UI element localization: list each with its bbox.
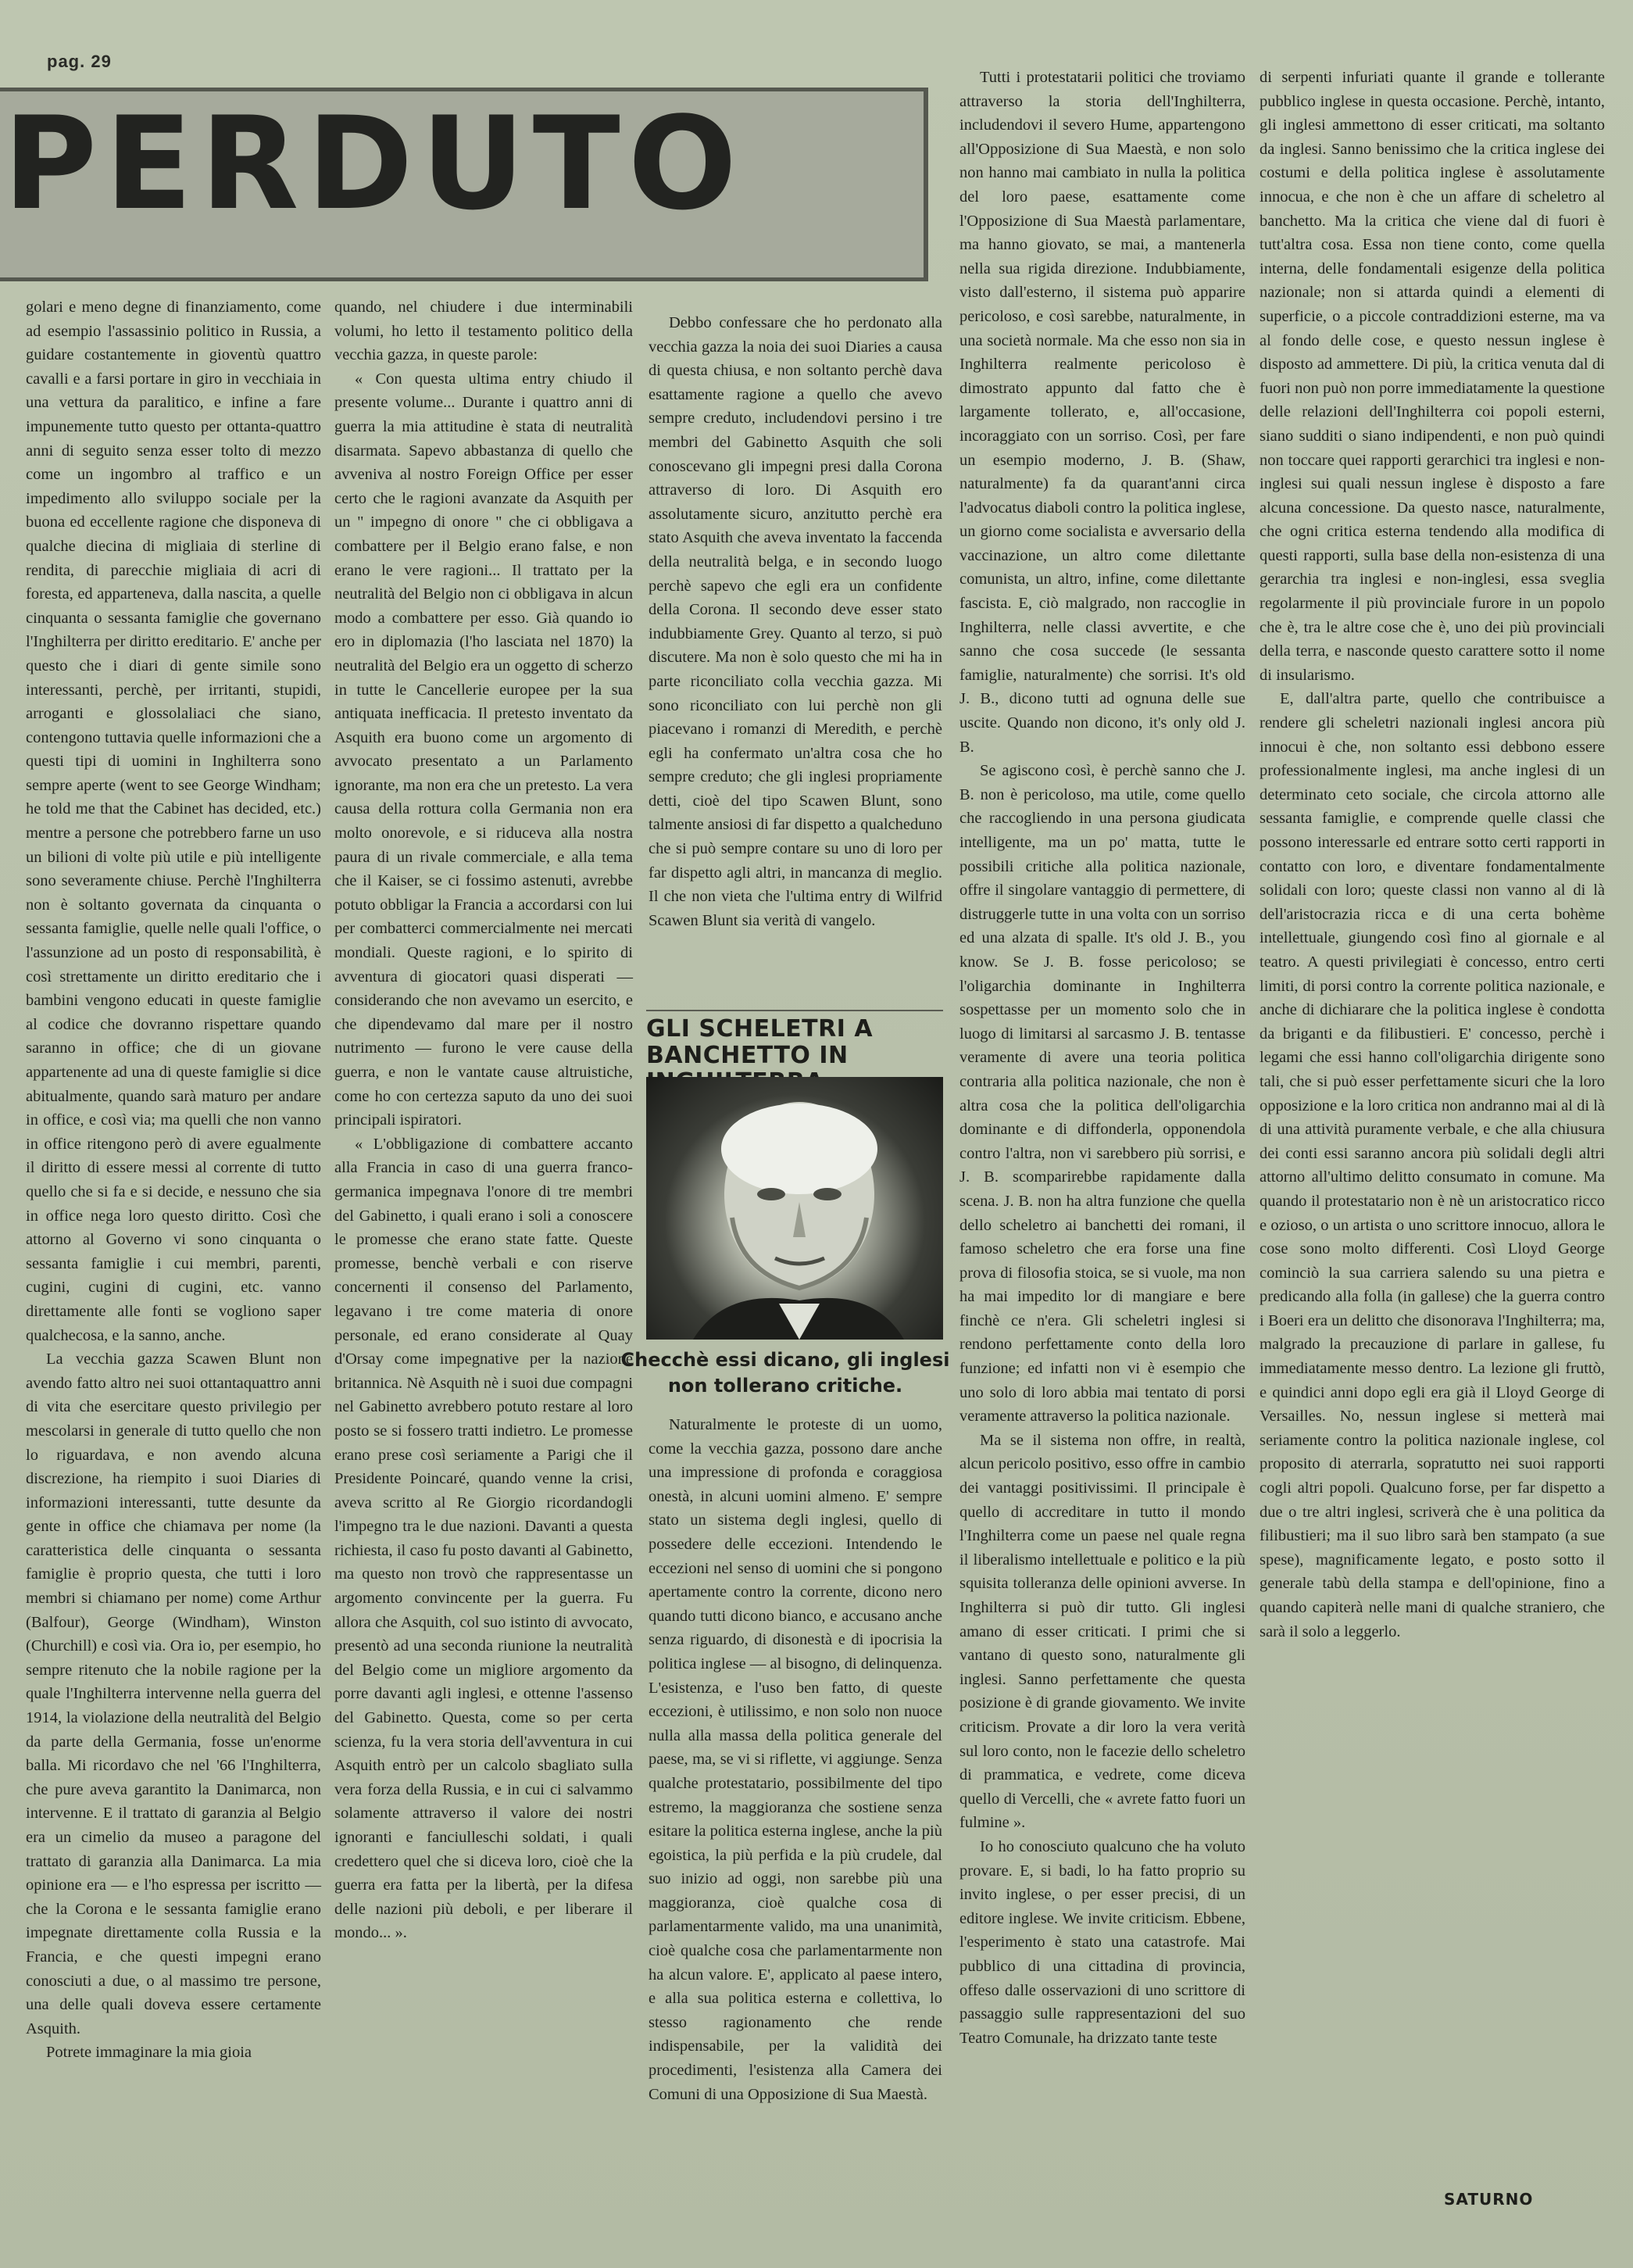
- paragraph: Ma se il sistema non offre, in realtà, alcun pericolo positivo, esso offre in cambio dei vantaggi positivissimi. Il principale è quello di accreditare in tutto il mondo l'Inghilterra come un paese nel quale regna il liberalismo intellettuale e politico e la più squisita tolleranza delle opinioni avverse. In Inghilterra si può dir tutto. Gli inglesi amano di esser criticati. I primi che si vantano di questo sono, naturalmente gli inglesi. Sanno perfettamente che questa posizione è di grande giovamento. We invite criticism. Provate a dir loro la vera verità sul loro conto, non le facezie dello scheletro di prammatica, e vedrete, come diceva quello di Vercelli, che « avrete fatto fuori un fulmine ».: [959, 1431, 1245, 1832]
- paragraph: di serpenti infuriati quante il grande e tollerante pubblico inglese in questa occasione. Perchè, intanto, gli inglesi ammettono di esser criticati, ma soltanto da inglesi. Sanno benissimo che la critica inglese dei costumi e della politica inglese è assolutamente innocua, e che non è che un affare di scheletro al banchetto. Ma la critica che viene dal di fuori è tutt'altra cosa. Essa non tiene conto, come quella interna, delle fondamentali esigenze della politica nazionale; non si attarda quindi a elementi di superficie, o a piccole contraddizioni esterne, ma va al fondo delle cose, e questo nessun inglese è disposto ad ammettere. Di più, la critica venuta dal di fuori non può non porre immediatamente la questione delle relazioni dell'Inghilterra coi popoli esterni, siano sudditi o siano indipendenti, e non può quindi non toccare quei rapporti gerarchici tra inglesi e non-inglesi sui quali nessun inglese è disposto a fare alcuna concessione. Da questo nasce, naturalmente, che ogni critica esterna tendendo alla modifica di questi rapporti, sulla base della non-esistenza di una gerarchia tra inglesi e non-inglesi, essa sveglia regolarmente il più provinciale furore in un popolo che è, tra le altre cose che è, uno dei più provinciali della terra, e nasconde questo carattere sotto il nome di insularismo.: [1260, 69, 1605, 684]
- author-signature: SATURNO: [1444, 2190, 1534, 2209]
- paragraph: E, dall'altra parte, quello che contribuisce a rendere gli scheletri nazionali inglesi ancora più innocui è che, non soltanto essi debbono essere professionalmente inglesi, ma anche inglesi di un determinato ceto sociale, che circola attorno alle sessanta famiglie, e comprende quelle classi che possono interessarle ed entrare sotto certi rapporti in contatto con loro, e diventare fondamentalmente solidali con loro; queste classi non vanno al di là dell'aristocrazia ricca e di una certa bohème intellettuale, giungendo così fino al giornale e al teatro. A questi privilegiati è concesso, entro certi limiti, di porsi contro la corrente politica nazionale, e anche di dichiarare che la politica inglese è condotta da briganti e da filibustieri. E' concesso, perchè i legami che essi hanno coll'oligarchia dirigente sono tali, che si può esser perfettamente sicuri che la loro opposizione e la loro critica non andranno mai al di là di una attività puramente verbale, e che alla chiusura dei conti essi saranno ancora più solidali degli altri attorno all'ultimo delitto consumato in comune. Ma quando il protestatario non è nè un aristocratico ricco e ozioso, o un artista o uno scrittore innocuo, allora le cose sono molto differenti. Così Lloyd George cominciò la sua carriera salendo su una pietra e predicando alla folla (in gallese) che la guerra contro i Boeri era un delitto che disonorava l'Inghilterra; ma, malgrado la precauzione di parlare in gallese, fu immediatamente messo dentro. La lezione gli fruttò, e quindici anni dopo egli era già il Lloyd George di Versailles. No, nessun inglese si metterà mai seriamente contro la politica nazionale inglese, col proposito di aterrarla, sopratutto nei suoi rapporti cogli altri popoli. Qualcuno forse, per far dispetto a due o tre altri inglesi, scriverà che è una politica da filibustieri; ma il suo libro sarà ben stampato (a sue spese), magnificamente legato, e posto sotto il generale tabù della stampa e dell'opinione, fino a quando capiterà nelle mani di qualche straniero, che sarà il solo a leggerlo.: [1260, 690, 1605, 1640]
- portrait-photo: [646, 1077, 943, 1340]
- paragraph: Naturalmente le proteste di un uomo, come la vecchia gazza, possono dare anche una impressione di profonda e coraggiosa onestà, in alcuni uomini almeno. E' sempre stato un sistema degli inglesi, quello di possedere delle eccezioni. Intendendo le eccezioni nel senso di uomini che si pongono apertamente contro la corrente, dicono nero quando tutti dicono bianco, e accusano anche senza riguardo, di disonestà e di ipocrisia la politica inglese — al bisogno, di delinquenza. L'esistenza, e l'uso ben fatto, di queste eccezioni, è utilissimo, e non solo non nuoce nulla alla massa della politica generale del paese, ma, se vi si riflette, vi aggiunge. Senza qualche protestatario, possibilmente del tipo estremo, la maggioranza che sostiene senza esitare la politica esterna inglese, anche la più egoistica, la più perfida e la più crudele, dal suo inizio ad oggi, non sarebbe più una maggioranza, cioè qualche cosa di parlamentarmente valido, ma una unanimità, cioè qualche cosa che parlamentarmente non ha alcun valore. E', applicato al paese intero, e alla sua politica esterna e collettiva, lo stesso ragionamento che rende indispensabile, per la validità dei procedimenti, l'esistenza alla Camera dei Comuni di una Opposizione di Sua Maestà.: [649, 1416, 942, 2103]
- feature-headline: GLI SCHELETRI A BANCHETTO IN: [646, 1015, 874, 1069]
- paragraph: Potrete immaginare la mia gioia: [46, 2044, 252, 2062]
- column-4: [959, 66, 1245, 2050]
- quote-paragraph: « Con questa ultima entry chiudo il presente volume... Durante i quattro anni di guerra la mia attitudine è stata di neutralità disarmata. Sapevo abbastanza di quello che avveniva al nostro Foreign Office per esser certo che le ragioni avanzate da Asquith per un " impegno di onore " che ci obbligava a combattere per il Belgio erano false, e non erano le vere ragioni... Il trattato per la neutralità del Belgio non ci obbligava in alcun modo a combattere per esso. Già quando io ero in diplomazia (l'ho lasciata nel 1870) la neutralità del Belgio era un oggetto di scherzo in tutte le Cancellerie europee per la sua antiquata inefficacia. Il pretesto inventato da Asquith era buono come un argomento di avvocato presentato a un Parlamento ignorante, ma non era che un pretesto. La vera causa della rottura colla Germania non era molto onorevole, e si riduceva alla nostra paura di un rivale commerciale, e alla tema che il Kaiser, se ci fossimo astenuti, avrebbe potuto obbligar la Francia a accordarsi con lui per combatterci commercialmente nei mercati mondiali. Queste ragioni, e lo spirito di avventura di giocatori quasi disperati — considerando che non avevamo un esercito, e che dipendevamo dal mare per il nostro nutrimento — furono le vere cause della guerra, e non le vantate cause altruistiche, come ho con certezza saputo da uno dei suoi principali ispiratori.: [334, 370, 633, 1129]
- column-1: [26, 295, 321, 2065]
- photo-caption: Checchè essi dicano, gli inglesi non tollerano critiche.: [620, 1349, 950, 1397]
- paragraph: golari e meno degne di finanziamento, come ad esempio l'assassinio politico in Russia, a guidare costantemente in gioventù quattro cavalli e a farsi portare in giro in vecchiaia in una vettura da paralitico, e infine a fare impunemente tutto questo per ottanta-quattro anni di seguito senza esser tolto di mezzo come un ingombro al traffico e un impedimento allo sviluppo sociale per la buona ed eccellente ragione che disponeva di qualche diecina di migliaia di sterline di rendita, di parecchie migliaia di acri di foresta, ed apparteneva, dalla nascita, a quelle cinquanta o sessanta famiglie che governano l'Inghilterra per diritto ereditario. E' anche per questo che i diari di gente simile sono interessanti, perchè, per irritanti, stupidi, arroganti e glossolaliaci che siano, contengono tuttavia quelle informazioni che a questi tipi di uomini in Inghilterra sono sempre aperte (went to see George Windham; he told me that the Cabinet has decided, etc.) mentre a persone che potrebbero farne un uso un bilioni di volte più utile e più intelligente sono severamente chiuse. Perchè l'Inghilterra non è soltanto governata da cinquanta o sessanta famiglie, quelle nelle quali l'office, o l'assunzione ad un posto di responsabilità, è così strettamente un diritto ereditario che i bambini vengono educati in queste famiglie al codice che dovranno rispettare quando saranno in office; che di un giovane appartenente ad una di queste famiglie si dice abitualmente, quando sarà maturo per andare in office, e così via; ma quelli che non vanno in office ritengono però di avere egualmente il diritto di essere messi al corrente di tutto quello che si fa e si decide, e nessuno che sia in office nega loro questo diritto. Così che attorno al Governo vi sono cinquanta o sessanta famiglie i cui membri, parenti, cugini, cugini di cugini, etc. vanno direttamente alle fonti se vogliono saper qualchecosa, e la sanno, anche.: [26, 299, 321, 1344]
- article-title: PERDUTO: [3, 89, 745, 238]
- paragraph: Tutti i protestatarii politici che troviamo attraverso la storia dell'Inghilterra, includendovi il severo Hume, appartengono all'Opposizione di Sua Maestà, e non solo non hanno mai cambiato in nulla la politica del loro paese, esattamente come l'Opposizione di Sua Maestà parlamentare, ma hanno giovato, se mai, a mantenerla nella sua rigida direzione. Indubbiamente, visto dall'esterno, il sistema può apparire pericoloso, e così sarebbe, naturalmente, in una società normale. Ma che esso non sia in Inghilterra realmente pericoloso è dimostrato appunto dal fatto che è largamente tollerato, e, all'occasione, incoraggiato con un sorriso. Così, per fare un esempio moderno, J. B. (Shaw, naturalmente) fa da quarant'anni circa l'advocatus diaboli contro la politica inglese, un giorno come socialista e avversario della vaccinazione, un altro come dilettante comunista, un altro, infine, come dilettante fascista. E, ciò malgrado, non raccoglie in Inghilterra, nelle classi avvertite, e che sanno che cosa succede (le sessanta famiglie, naturalmente) che sorrisi. It's old J. B., dicono tutti ad ognuna delle sue uscite. Quando non dicono, it's only old J. B.: [959, 69, 1245, 756]
- quote-paragraph: « L'obbligazione di combattere accanto alla Francia in caso di una guerra franco-germanica impegnava l'onore di tre membri del Gabinetto, i quali erano i soli a conoscere le promesse che erano state fatte. Queste promesse, benchè verbali e con riserve concernenti il consenso del Parlamento, legavano i tre come materia di onore personale, ed erano considerate al Quay d'Orsay come impegnative per la nazione britannica. Nè Asquith nè i suoi due compagni nel Gabinetto avrebbero potuto restare al loro posto se si fossero tratti indietro. Le promesse erano prese così seriamente a Parigi che il Presidente Poincaré, quando venne la crisi, aveva scritto al Re Giorgio ricordandogli l'impegno tra le due nazioni. Davanti a questa richiesta, il caso fu posto davanti al Gabinetto, ma questo non trovò che rappresentasse un argomento convincente per la guerra. Fu allora che Asquith, col suo istinto di avvocato, presentò ad una seconda riunione la neutralità del Belgio come un migliore argomento da porre davanti agli inglesi, e ottenne l'assenso del Gabinetto. Questa, come so per certa scienza, fu la vera storia dell'avventura in cui Asquith entrò per un calcolo sbagliato sulla vera forza della Russia, e in cui ci salvammo solamente attraverso il valore dei nostri ignoranti e fanciulleschi soldati, i quali credettero quel che si diceva loro, cioè che la guerra era fatta per la libertà, per la difesa delle nazioni più deboli, e per liberare il mondo... ».: [334, 1135, 633, 1942]
- paragraph: Debbo confessare che ho perdonato alla vecchia gazza la noia dei suoi Diaries a causa di questa chiusa, e non soltanto perchè dava esattamente ragione a quello che avevo sempre creduto, includendovi persino i tre membri del Gabinetto Asquith che soli conoscevano gli impegni presi dalla Corona attraverso di loro. Di Asquith ero assolutamente sicuro, anzitutto perchè era stato Asquith che aveva inventato la faccenda della neutralità belga, e in secondo luogo perchè sapevo che egli era un confidente della Corona. Il secondo deve esser stato indubbiamente Grey. Quanto al terzo, si può discutere. Ma non è solo questo che mi ha in parte riconciliato colla vecchia gazza. Mi sono riconciliato con lui perchè non gli piacevano i romanzi di Meredith, e perchè egli ha confermato un'altra cosa che ho sempre creduto; che gli inglesi propriamente detti, cioè del tipo Scawen Blunt, sono talmente ansiosi di far dispetto a qualcheduno che si può sempre contare su uno di loro per far dispetto agli altri, in mancanza di meglio. Il che non vieta che l'ultima entry di Wilfrid Scawen Blunt sia verità di vangelo.: [649, 314, 942, 929]
- paragraph: Io ho conosciuto qualcuno che ha voluto provare. E, si badi, lo ha fatto proprio su invito inglese, o per esser precisi, di un editore inglese. We invite criticism. Ebbene, l'esperimento è stato una catastrofe. Mai pubblico di una cittadina di provincia, offeso dalle osservazioni di uno scrittore di passaggio sulle rappresentazioni del suo Teatro Comunale, ha drizzato tante teste: [959, 1837, 1245, 2047]
- paragraph: La vecchia gazza Scawen Blunt non avendo fatto altro nei suoi ottantaquattro anni di vita che esercitare questo privilegio per mescolarsi in generale di tutto quello che non lo riguardava, e non avendo alcuna discrezione, ha riempito i suoi Diaries di informazioni interessanti, tutte desunte da gente in office che chiamava per nome (la caratteristica delle cinquanta o sessanta famiglie è proprio questa, che tutti i loro membri si chiamano per nome) come Arthur (Balfour), George (Windham), Winston (Churchill) e così via. Ora io, per esempio, ho sempre ritenuto che la nobile ragione per la quale l'Inghilterra intervenne nella guerra del 1914, la violazione della neutralità del Belgio da parte della Germania, fosse un'enorme balla. Mi ricordavo che nel '66 l'Inghilterra, che pure aveva garantito la Danimarca, non intervenne. E il trattato di garanzia al Belgio era un cimelio da museo a paragone del trattato di garanzia alla Danimarca. La mia opinione era — e l'ho espressa per iscritto — che la Corona e le sessanta famiglie erano impegnate direttamente colla Russia e la Francia, e che questi impegni erano conosciuti a due, o al massimo tre persone, una delle quali doveva essere certamente Asquith.: [26, 1350, 321, 2037]
- column-5: [1260, 66, 1605, 1644]
- column-3-continued: [649, 1413, 942, 2106]
- column-2: [334, 295, 633, 1945]
- page-number: pag. 29: [47, 52, 112, 71]
- divider: [646, 1010, 943, 1011]
- paragraph: Se agiscono così, è perchè sanno che J. B. non è pericoloso, ma utile, come quello che raccogliendo in una persona giudicata intelligente, ma un po' matta, tutte le possibili critiche alla politica nazionale, offre il singolare vantaggio di permettere, di distruggerle tutte in una volta con un sorriso ed una alzata di spalle. It's old J. B., you know. Se J. B. fosse pericoloso; se l'oligarchia dominante in Inghilterra sospettasse per un momento solo che in luogo di limitarsi al sarcasmo J. B. tentasse veramente di avere una teoria politica contraria alla politica nazionale, che non è altra cosa che la politica dell'oligarchia dominante e di diffonderla, opponendola contro l'altra, non vi sarebbero più sorrisi, e J. B. scomparirebbe rapidamente dalla scena. J. B. non ha altra funzione che quella dello scheletro ai banchetti dei romani, il famoso scheletro che era forse una fine prova di filosofia stoica, se si vuole, ma non ha mai impedito lor di mangiare e bere finchè ce n'era. Gli scheletri inglesi si rendono perfettamente conto della loro funzione; ed infatti non vi è esempio che uno solo di loro abbia mai tentato di porsi veramente attraverso la politica nazionale.: [959, 762, 1245, 1426]
- column-3: [649, 311, 942, 932]
- paragraph: quando, nel chiudere i due interminabili volumi, ho letto il testamento politico della vecchia gazza, in queste parole:: [334, 299, 633, 364]
- portrait-illustration: [646, 1077, 943, 1340]
